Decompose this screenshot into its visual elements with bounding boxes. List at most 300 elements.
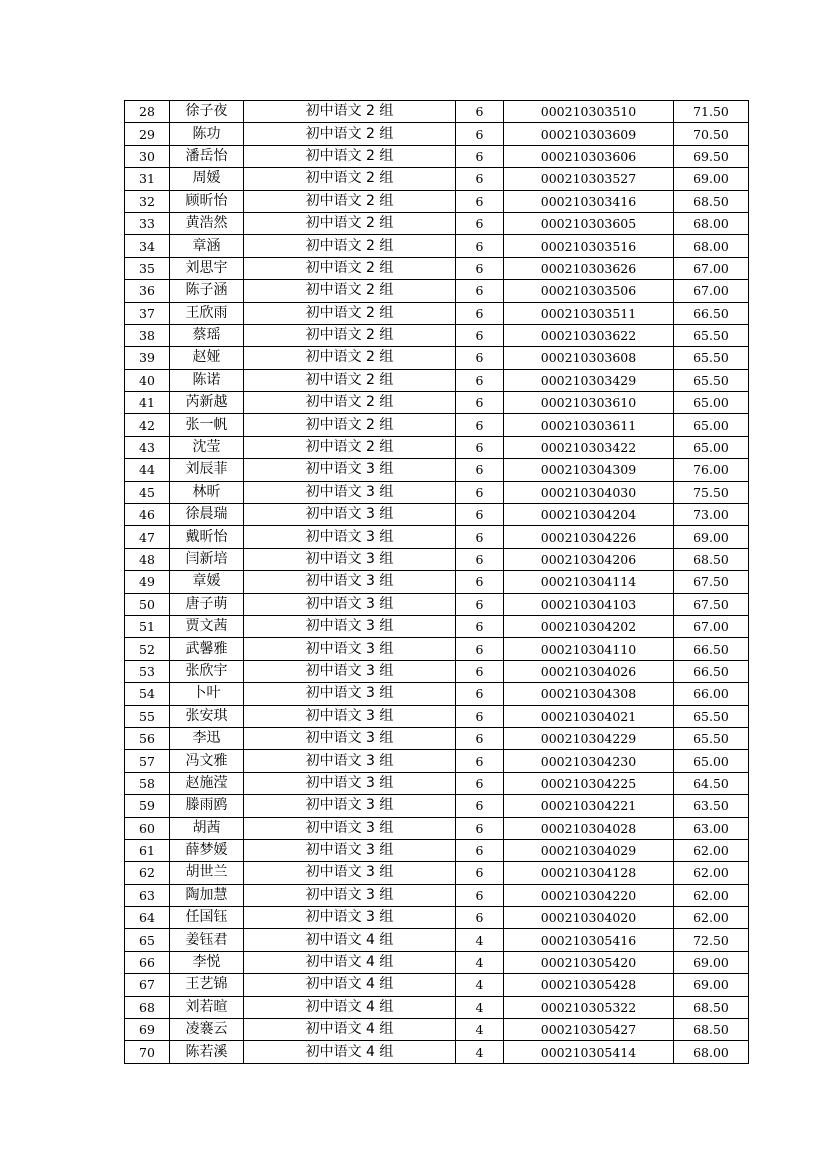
- score: 67.00: [674, 257, 749, 279]
- quota-count: 6: [456, 772, 504, 794]
- table-row: [125, 235, 749, 257]
- exam-ticket-number: 000210304206: [504, 548, 674, 570]
- subject-group: 初中语文 2 组: [244, 302, 456, 324]
- quota-count: 6: [456, 481, 504, 503]
- quota-count: 6: [456, 548, 504, 570]
- table-row: [125, 436, 749, 458]
- exam-ticket-number: 000210304029: [504, 839, 674, 861]
- row-number: 50: [125, 593, 170, 615]
- subject-group: 初中语文 2 组: [244, 123, 456, 145]
- row-number: 45: [125, 481, 170, 503]
- score: 67.50: [674, 571, 749, 593]
- quota-count: 6: [456, 907, 504, 929]
- score: 62.00: [674, 884, 749, 906]
- quota-count: 6: [456, 168, 504, 190]
- exam-ticket-number: 000210304202: [504, 615, 674, 637]
- exam-ticket-number: 000210305414: [504, 1041, 674, 1063]
- exam-ticket-number: 000210303422: [504, 436, 674, 458]
- quota-count: 6: [456, 884, 504, 906]
- row-number: 37: [125, 302, 170, 324]
- row-number: 32: [125, 190, 170, 212]
- subject-group: 初中语文 2 组: [244, 145, 456, 167]
- row-number: 52: [125, 638, 170, 660]
- exam-ticket-number: 000210303608: [504, 347, 674, 369]
- score: 67.00: [674, 280, 749, 302]
- table-row: [125, 593, 749, 615]
- row-number: 31: [125, 168, 170, 190]
- quota-count: 6: [456, 660, 504, 682]
- score: 66.50: [674, 660, 749, 682]
- quota-count: 4: [456, 929, 504, 951]
- row-number: 38: [125, 324, 170, 346]
- subject-group: 初中语文 3 组: [244, 571, 456, 593]
- quota-count: 6: [456, 459, 504, 481]
- quota-count: 6: [456, 235, 504, 257]
- table-row: [125, 145, 749, 167]
- exam-ticket-number: 000210304028: [504, 817, 674, 839]
- table-row: [125, 280, 749, 302]
- subject-group: 初中语文 3 组: [244, 615, 456, 637]
- score: 68.50: [674, 548, 749, 570]
- row-number: 29: [125, 123, 170, 145]
- row-number: 28: [125, 101, 170, 123]
- subject-group: 初中语文 2 组: [244, 369, 456, 391]
- quota-count: 4: [456, 951, 504, 973]
- subject-group: 初中语文 3 组: [244, 504, 456, 526]
- score: 65.50: [674, 727, 749, 749]
- row-number: 66: [125, 951, 170, 973]
- row-number: 58: [125, 772, 170, 794]
- subject-group: 初中语文 3 组: [244, 548, 456, 570]
- subject-group: 初中语文 3 组: [244, 839, 456, 861]
- exam-ticket-number: 000210304128: [504, 862, 674, 884]
- subject-group: 初中语文 2 组: [244, 235, 456, 257]
- exam-ticket-number: 000210304021: [504, 705, 674, 727]
- candidate-name: 任国钰: [170, 907, 244, 929]
- score: 66.00: [674, 683, 749, 705]
- quota-count: 6: [456, 101, 504, 123]
- score: 65.00: [674, 750, 749, 772]
- candidate-name: 闫新培: [170, 548, 244, 570]
- quota-count: 6: [456, 145, 504, 167]
- exam-ticket-number: 000210304230: [504, 750, 674, 772]
- score: 66.50: [674, 638, 749, 660]
- subject-group: 初中语文 3 组: [244, 750, 456, 772]
- candidate-name: 黄浩然: [170, 212, 244, 234]
- candidate-name: 张安琪: [170, 705, 244, 727]
- subject-group: 初中语文 2 组: [244, 168, 456, 190]
- score: 71.50: [674, 101, 749, 123]
- subject-group: 初中语文 2 组: [244, 212, 456, 234]
- subject-group: 初中语文 2 组: [244, 190, 456, 212]
- candidate-name: 张欣宇: [170, 660, 244, 682]
- quota-count: 6: [456, 369, 504, 391]
- exam-ticket-number: 000210303516: [504, 235, 674, 257]
- table-row: [125, 638, 749, 660]
- results-table: [124, 100, 749, 1064]
- row-number: 65: [125, 929, 170, 951]
- row-number: 55: [125, 705, 170, 727]
- row-number: 36: [125, 280, 170, 302]
- row-number: 41: [125, 392, 170, 414]
- quota-count: 6: [456, 615, 504, 637]
- quota-count: 6: [456, 123, 504, 145]
- score: 65.00: [674, 436, 749, 458]
- subject-group: 初中语文 2 组: [244, 436, 456, 458]
- row-number: 47: [125, 526, 170, 548]
- quota-count: 6: [456, 795, 504, 817]
- row-number: 59: [125, 795, 170, 817]
- row-number: 67: [125, 974, 170, 996]
- quota-count: 6: [456, 839, 504, 861]
- candidate-name: 周媛: [170, 168, 244, 190]
- table-row: [125, 660, 749, 682]
- candidate-name: 姜钰君: [170, 929, 244, 951]
- score: 69.00: [674, 526, 749, 548]
- candidate-name: 胡世兰: [170, 862, 244, 884]
- row-number: 40: [125, 369, 170, 391]
- quota-count: 6: [456, 414, 504, 436]
- exam-ticket-number: 000210304309: [504, 459, 674, 481]
- row-number: 30: [125, 145, 170, 167]
- subject-group: 初中语文 2 组: [244, 280, 456, 302]
- candidate-name: 卜叶: [170, 683, 244, 705]
- quota-count: 6: [456, 638, 504, 660]
- table-row: [125, 929, 749, 951]
- score: 69.50: [674, 145, 749, 167]
- exam-ticket-number: 000210305428: [504, 974, 674, 996]
- exam-ticket-number: 000210305322: [504, 996, 674, 1018]
- candidate-name: 陈诺: [170, 369, 244, 391]
- candidate-name: 李悦: [170, 951, 244, 973]
- score: 65.50: [674, 324, 749, 346]
- quota-count: 6: [456, 817, 504, 839]
- table-row: [125, 615, 749, 637]
- subject-group: 初中语文 3 组: [244, 884, 456, 906]
- candidate-name: 陶加慧: [170, 884, 244, 906]
- score: 65.50: [674, 347, 749, 369]
- table-row: [125, 101, 749, 123]
- exam-ticket-number: 000210303527: [504, 168, 674, 190]
- candidate-name: 潘岳怡: [170, 145, 244, 167]
- row-number: 33: [125, 212, 170, 234]
- candidate-name: 冯文雅: [170, 750, 244, 772]
- score: 65.00: [674, 392, 749, 414]
- score: 68.00: [674, 1041, 749, 1063]
- row-number: 56: [125, 727, 170, 749]
- subject-group: 初中语文 3 组: [244, 660, 456, 682]
- exam-ticket-number: 000210304114: [504, 571, 674, 593]
- candidate-name: 赵施滢: [170, 772, 244, 794]
- exam-ticket-number: 000210303622: [504, 324, 674, 346]
- exam-ticket-number: 000210303510: [504, 101, 674, 123]
- score: 75.50: [674, 481, 749, 503]
- subject-group: 初中语文 2 组: [244, 257, 456, 279]
- subject-group: 初中语文 3 组: [244, 862, 456, 884]
- score: 72.50: [674, 929, 749, 951]
- subject-group: 初中语文 3 组: [244, 593, 456, 615]
- quota-count: 6: [456, 347, 504, 369]
- quota-count: 6: [456, 324, 504, 346]
- subject-group: 初中语文 4 组: [244, 996, 456, 1018]
- table-row: [125, 392, 749, 414]
- exam-ticket-number: 000210303605: [504, 212, 674, 234]
- candidate-name: 唐子萌: [170, 593, 244, 615]
- candidate-name: 章涵: [170, 235, 244, 257]
- candidate-name: 滕雨鸥: [170, 795, 244, 817]
- score: 68.50: [674, 996, 749, 1018]
- row-number: 35: [125, 257, 170, 279]
- table-row: [125, 481, 749, 503]
- row-number: 34: [125, 235, 170, 257]
- row-number: 64: [125, 907, 170, 929]
- subject-group: 初中语文 3 组: [244, 638, 456, 660]
- table-row: [125, 190, 749, 212]
- table-row: [125, 817, 749, 839]
- exam-ticket-number: 000210303611: [504, 414, 674, 436]
- row-number: 57: [125, 750, 170, 772]
- subject-group: 初中语文 2 组: [244, 347, 456, 369]
- score: 64.50: [674, 772, 749, 794]
- row-number: 49: [125, 571, 170, 593]
- score: 67.50: [674, 593, 749, 615]
- quota-count: 6: [456, 302, 504, 324]
- candidate-name: 贾文茜: [170, 615, 244, 637]
- subject-group: 初中语文 4 组: [244, 929, 456, 951]
- table-row: [125, 1019, 749, 1041]
- subject-group: 初中语文 4 组: [244, 951, 456, 973]
- exam-ticket-number: 000210304221: [504, 795, 674, 817]
- score: 76.00: [674, 459, 749, 481]
- quota-count: 6: [456, 504, 504, 526]
- candidate-name: 王欣雨: [170, 302, 244, 324]
- subject-group: 初中语文 3 组: [244, 907, 456, 929]
- row-number: 63: [125, 884, 170, 906]
- score: 62.00: [674, 839, 749, 861]
- table-row: [125, 369, 749, 391]
- table-row: [125, 302, 749, 324]
- table-row: [125, 772, 749, 794]
- table-row: [125, 504, 749, 526]
- exam-ticket-number: 000210304225: [504, 772, 674, 794]
- candidate-name: 陈子涵: [170, 280, 244, 302]
- candidate-name: 顾昕怡: [170, 190, 244, 212]
- exam-ticket-number: 000210303626: [504, 257, 674, 279]
- table-row: [125, 974, 749, 996]
- candidate-name: 陈若溪: [170, 1041, 244, 1063]
- score: 69.00: [674, 168, 749, 190]
- score: 68.50: [674, 1019, 749, 1041]
- row-number: 70: [125, 1041, 170, 1063]
- score: 73.00: [674, 504, 749, 526]
- quota-count: 6: [456, 683, 504, 705]
- table-row: [125, 324, 749, 346]
- score: 63.00: [674, 817, 749, 839]
- table-row: [125, 257, 749, 279]
- exam-ticket-number: 000210304204: [504, 504, 674, 526]
- table-row: [125, 526, 749, 548]
- quota-count: 4: [456, 1019, 504, 1041]
- score: 65.00: [674, 414, 749, 436]
- candidate-name: 徐晨瑞: [170, 504, 244, 526]
- candidate-name: 薛梦媛: [170, 839, 244, 861]
- row-number: 43: [125, 436, 170, 458]
- subject-group: 初中语文 3 组: [244, 727, 456, 749]
- table-row: [125, 168, 749, 190]
- subject-group: 初中语文 4 组: [244, 1019, 456, 1041]
- row-number: 46: [125, 504, 170, 526]
- table-row: [125, 548, 749, 570]
- row-number: 51: [125, 615, 170, 637]
- score: 67.00: [674, 615, 749, 637]
- candidate-name: 章媛: [170, 571, 244, 593]
- row-number: 48: [125, 548, 170, 570]
- exam-ticket-number: 000210304308: [504, 683, 674, 705]
- subject-group: 初中语文 3 组: [244, 705, 456, 727]
- exam-ticket-number: 000210304030: [504, 481, 674, 503]
- quota-count: 6: [456, 705, 504, 727]
- score: 70.50: [674, 123, 749, 145]
- quota-count: 6: [456, 280, 504, 302]
- subject-group: 初中语文 4 组: [244, 1041, 456, 1063]
- score: 62.00: [674, 862, 749, 884]
- table-row: [125, 212, 749, 234]
- score: 62.00: [674, 907, 749, 929]
- score: 65.50: [674, 705, 749, 727]
- quota-count: 6: [456, 750, 504, 772]
- table-row: [125, 951, 749, 973]
- quota-count: 6: [456, 212, 504, 234]
- exam-ticket-number: 000210303606: [504, 145, 674, 167]
- candidate-name: 胡茜: [170, 817, 244, 839]
- table-row: [125, 459, 749, 481]
- row-number: 62: [125, 862, 170, 884]
- table-row: [125, 683, 749, 705]
- exam-ticket-number: 000210303609: [504, 123, 674, 145]
- subject-group: 初中语文 2 组: [244, 324, 456, 346]
- quota-count: 4: [456, 974, 504, 996]
- exam-ticket-number: 000210304220: [504, 884, 674, 906]
- candidate-name: 张一帆: [170, 414, 244, 436]
- exam-ticket-number: 000210303610: [504, 392, 674, 414]
- results-table-body: [125, 101, 749, 1064]
- subject-group: 初中语文 2 组: [244, 101, 456, 123]
- candidate-name: 徐子夜: [170, 101, 244, 123]
- subject-group: 初中语文 4 组: [244, 974, 456, 996]
- row-number: 61: [125, 839, 170, 861]
- exam-ticket-number: 000210304110: [504, 638, 674, 660]
- table-row: [125, 414, 749, 436]
- quota-count: 6: [456, 571, 504, 593]
- row-number: 42: [125, 414, 170, 436]
- row-number: 53: [125, 660, 170, 682]
- exam-ticket-number: 000210305416: [504, 929, 674, 951]
- table-row: [125, 795, 749, 817]
- table-row: [125, 571, 749, 593]
- table-row: [125, 839, 749, 861]
- subject-group: 初中语文 3 组: [244, 683, 456, 705]
- quota-count: 4: [456, 1041, 504, 1063]
- subject-group: 初中语文 3 组: [244, 459, 456, 481]
- row-number: 44: [125, 459, 170, 481]
- row-number: 54: [125, 683, 170, 705]
- table-row: [125, 705, 749, 727]
- quota-count: 6: [456, 593, 504, 615]
- table-row: [125, 862, 749, 884]
- exam-ticket-number: 000210304026: [504, 660, 674, 682]
- table-row: [125, 347, 749, 369]
- row-number: 69: [125, 1019, 170, 1041]
- table-row: [125, 907, 749, 929]
- exam-ticket-number: 000210305420: [504, 951, 674, 973]
- score: 66.50: [674, 302, 749, 324]
- table-row: [125, 727, 749, 749]
- candidate-name: 蔡瑶: [170, 324, 244, 346]
- row-number: 68: [125, 996, 170, 1018]
- candidate-name: 刘若暄: [170, 996, 244, 1018]
- exam-ticket-number: 000210303429: [504, 369, 674, 391]
- subject-group: 初中语文 2 组: [244, 414, 456, 436]
- score: 69.00: [674, 974, 749, 996]
- candidate-name: 陈功: [170, 123, 244, 145]
- quota-count: 6: [456, 526, 504, 548]
- exam-ticket-number: 000210304103: [504, 593, 674, 615]
- score: 68.00: [674, 212, 749, 234]
- table-row: [125, 1041, 749, 1063]
- candidate-name: 刘辰菲: [170, 459, 244, 481]
- score: 63.50: [674, 795, 749, 817]
- exam-ticket-number: 000210304226: [504, 526, 674, 548]
- quota-count: 6: [456, 727, 504, 749]
- exam-ticket-number: 000210304229: [504, 727, 674, 749]
- table-row: [125, 750, 749, 772]
- subject-group: 初中语文 2 组: [244, 392, 456, 414]
- candidate-name: 刘思宇: [170, 257, 244, 279]
- quota-count: 6: [456, 862, 504, 884]
- exam-ticket-number: 000210303511: [504, 302, 674, 324]
- candidate-name: 赵娅: [170, 347, 244, 369]
- row-number: 39: [125, 347, 170, 369]
- subject-group: 初中语文 3 组: [244, 795, 456, 817]
- quota-count: 6: [456, 257, 504, 279]
- candidate-name: 王艺锦: [170, 974, 244, 996]
- score: 69.00: [674, 951, 749, 973]
- subject-group: 初中语文 3 组: [244, 772, 456, 794]
- quota-count: 4: [456, 996, 504, 1018]
- exam-ticket-number: 000210304020: [504, 907, 674, 929]
- candidate-name: 李迅: [170, 727, 244, 749]
- quota-count: 6: [456, 436, 504, 458]
- subject-group: 初中语文 3 组: [244, 481, 456, 503]
- candidate-name: 林昕: [170, 481, 244, 503]
- subject-group: 初中语文 3 组: [244, 817, 456, 839]
- candidate-name: 沈莹: [170, 436, 244, 458]
- candidate-name: 芮新越: [170, 392, 244, 414]
- exam-ticket-number: 000210303506: [504, 280, 674, 302]
- quota-count: 6: [456, 190, 504, 212]
- row-number: 60: [125, 817, 170, 839]
- exam-ticket-number: 000210305427: [504, 1019, 674, 1041]
- table-row: [125, 123, 749, 145]
- candidate-name: 凌褰云: [170, 1019, 244, 1041]
- table-row: [125, 996, 749, 1018]
- candidate-name: 武馨雅: [170, 638, 244, 660]
- exam-ticket-number: 000210303416: [504, 190, 674, 212]
- subject-group: 初中语文 3 组: [244, 526, 456, 548]
- score: 68.00: [674, 235, 749, 257]
- quota-count: 6: [456, 392, 504, 414]
- score: 65.50: [674, 369, 749, 391]
